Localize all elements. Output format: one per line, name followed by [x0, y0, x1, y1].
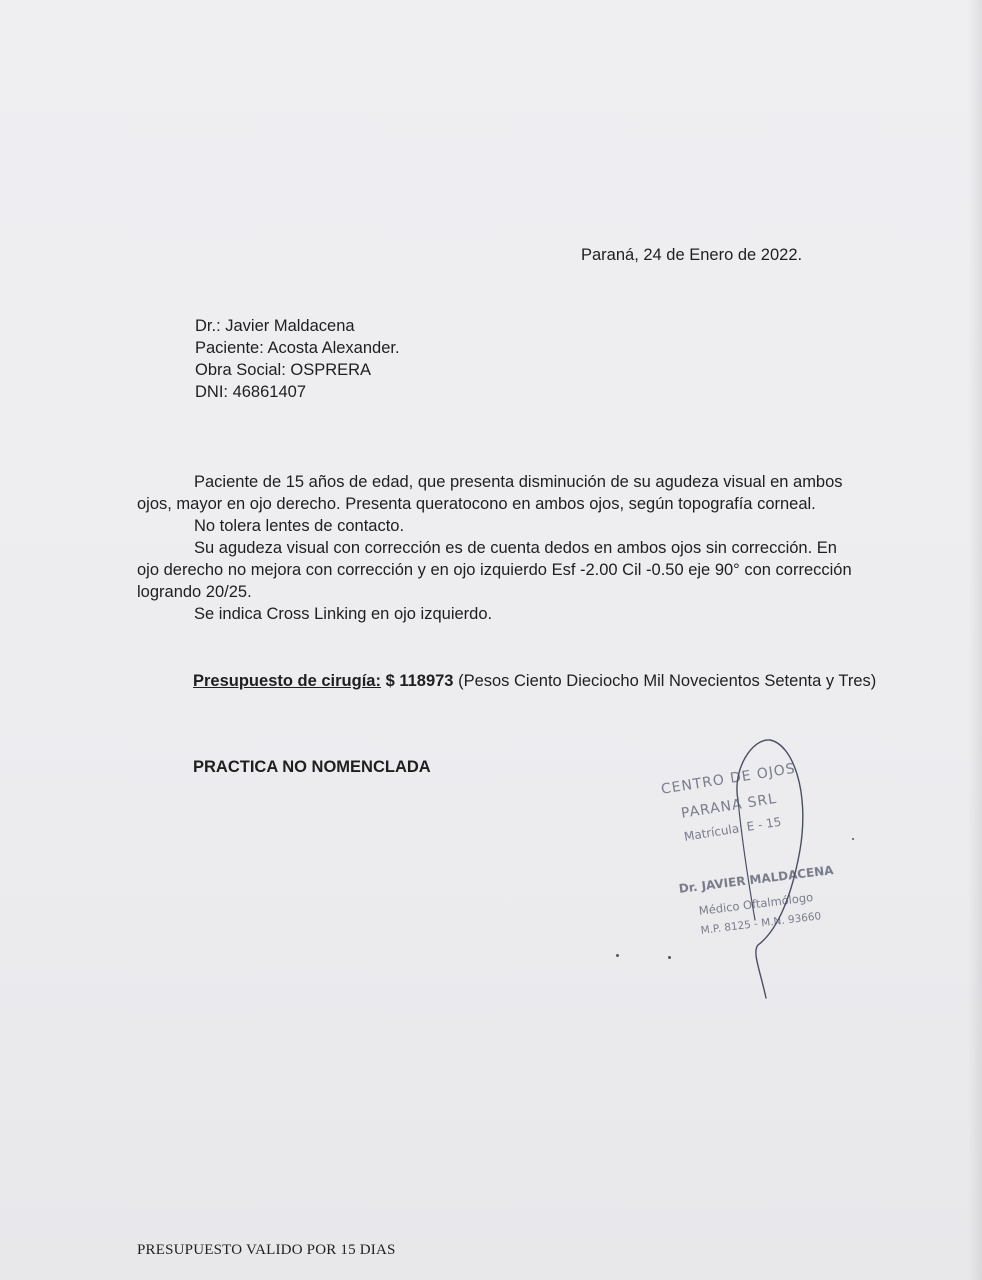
- insurance-line: Obra Social: OSPRERA: [195, 361, 372, 379]
- document-date: Paraná, 24 de Enero de 2022.: [581, 246, 803, 264]
- dni-line: DNI: 46861407: [195, 383, 306, 401]
- report-paragraph: No tolera lentes de contacto.: [194, 517, 405, 535]
- budget-amount-words: (Pesos Ciento Dieciocho Mil Novecientos Setenta y Tres): [458, 672, 877, 690]
- stamp-company-line1: CENTRO DE OJOS: [660, 760, 797, 798]
- budget-validity-note: PRESUPUESTO VALIDO POR 15 DIAS: [137, 1242, 396, 1258]
- stamp-specialty: Médico Oftalmólogo: [698, 889, 814, 918]
- doctor-line: Dr.: Javier Maldacena: [195, 317, 355, 335]
- paper-speck: [852, 838, 854, 840]
- clinic-stamp: [640, 730, 870, 1010]
- stamp-registry: M.P. 8125 - M.N. 93660: [700, 910, 822, 937]
- surgery-budget: [193, 670, 915, 692]
- paper-speck: [616, 954, 619, 957]
- budget-label: Presupuesto de cirugía:: [193, 672, 381, 690]
- patient-header: [195, 315, 400, 403]
- patient-line: Paciente: Acosta Alexander.: [195, 339, 400, 357]
- practice-note: PRACTICA NO NOMENCLADA: [193, 758, 431, 776]
- budget-amount: $ 118973: [385, 672, 454, 690]
- stamp-doctor: Dr. JAVIER MALDACENA: [678, 863, 835, 896]
- paper-speck: [668, 956, 671, 959]
- stamp-matricula: Matrícula: E - 15: [683, 814, 783, 844]
- clinical-report: [137, 471, 857, 625]
- report-paragraph: Paciente de 15 años de edad, que presenta disminución de su agudeza visual en ambos ojos, mayor en ojo derecho. Presenta queratocono en ambos ojos, según topografía corneal.: [137, 473, 843, 513]
- signature-icon: [640, 730, 870, 1010]
- page-edge-shadow: [968, 0, 982, 1280]
- stamp-company-line2: PARANA SRL: [680, 790, 779, 822]
- report-paragraph: Se indica Cross Linking en ojo izquierdo.: [194, 605, 493, 623]
- report-paragraph: Su agudeza visual con corrección es de cuenta dedos en ambos ojos sin corrección. En ojo derecho no mejora con corrección y en ojo izquierdo Esf -2.00 Cil -0.50 eje 90° con corrección logrando 20/25.: [137, 539, 852, 601]
